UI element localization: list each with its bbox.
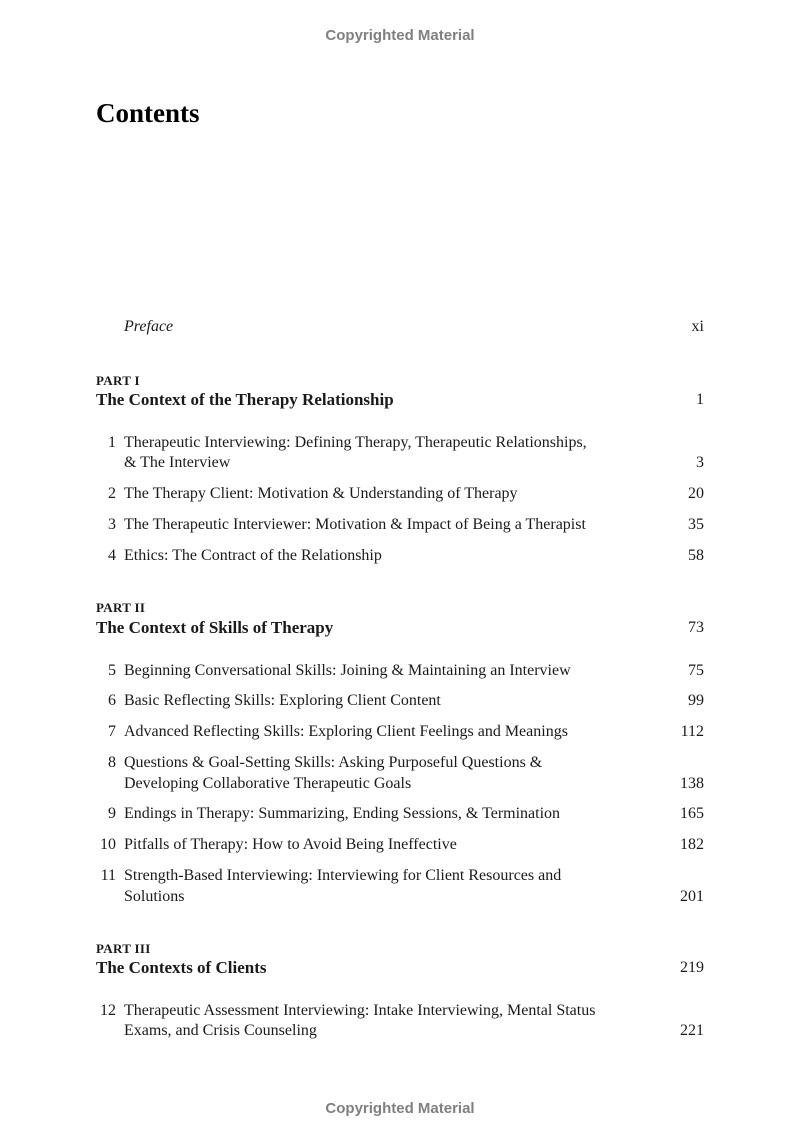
chapter-title-line: Questions & Goal-Setting Skills: Asking Purposeful Questions &	[124, 754, 543, 771]
chapter-number: 2	[108, 485, 116, 502]
chapter-number: 7	[108, 723, 116, 740]
chapter-number: 4	[108, 547, 116, 564]
page-title: Contents	[96, 98, 200, 128]
chapter-title-line: Developing Collaborative Therapeutic Goals	[124, 775, 412, 792]
chapter-number: 3	[108, 516, 116, 533]
chapter-page: 75	[688, 662, 704, 679]
preface-title: Preface	[124, 318, 174, 335]
watermark-top: Copyrighted Material	[325, 27, 475, 44]
chapter-number: 1	[108, 434, 116, 451]
chapter-title-line: Basic Reflecting Skills: Exploring Client Content	[124, 692, 441, 709]
chapter-number: 11	[100, 867, 116, 884]
chapter-page: 99	[688, 692, 704, 709]
chapter-page: 112	[680, 723, 704, 740]
chapter-page: 182	[680, 836, 704, 853]
chapter-page: 3	[696, 454, 704, 471]
chapter-title-line: Endings in Therapy: Summarizing, Ending Sessions, & Termination	[124, 805, 561, 822]
part-title: The Context of Skills of Therapy	[96, 618, 334, 637]
chapter-title-line: Therapeutic Assessment Interviewing: Intake Interviewing, Mental Status	[124, 1002, 596, 1019]
chapter-title-line: Therapeutic Interviewing: Defining Therapy, Therapeutic Relationships,	[124, 434, 587, 451]
part-page: 1	[696, 391, 704, 408]
chapter-page: 201	[680, 888, 704, 905]
part-title: The Context of the Therapy Relationship	[96, 390, 394, 409]
chapter-number: 8	[108, 754, 116, 771]
chapter-number: 6	[108, 692, 116, 709]
chapter-title-line: Advanced Reflecting Skills: Exploring Client Feelings and Meanings	[124, 723, 568, 740]
chapter-title-line: The Therapeutic Interviewer: Motivation & Impact of Being a Therapist	[124, 516, 586, 533]
chapter-number: 5	[108, 662, 116, 679]
chapter-number: 12	[100, 1002, 116, 1019]
chapter-number: 9	[108, 805, 116, 822]
chapter-page: 20	[688, 485, 704, 502]
part-label: PART II	[96, 600, 146, 615]
part-label: PART III	[96, 941, 151, 956]
preface-page: xi	[691, 318, 704, 335]
chapter-title-line: Exams, and Crisis Counseling	[124, 1022, 317, 1039]
chapter-title-line: Strength-Based Interviewing: Interviewing for Client Resources and	[124, 867, 562, 884]
chapter-title-line: Solutions	[124, 888, 185, 905]
part-page: 219	[680, 959, 704, 976]
chapter-page: 58	[688, 547, 704, 564]
chapter-number: 10	[100, 836, 116, 853]
chapter-title-line: Ethics: The Contract of the Relationship	[124, 547, 382, 564]
watermark-bottom: Copyrighted Material	[325, 1100, 475, 1117]
chapter-title-line: Beginning Conversational Skills: Joining & Maintaining an Interview	[124, 662, 571, 679]
chapter-page: 138	[680, 775, 704, 792]
chapter-page: 165	[680, 805, 704, 822]
chapter-page: 221	[680, 1022, 704, 1039]
chapter-title-line: & The Interview	[124, 454, 231, 471]
part-page: 73	[688, 619, 704, 636]
chapter-title-line: The Therapy Client: Motivation & Understanding of Therapy	[124, 485, 518, 502]
part-title: The Contexts of Clients	[96, 958, 267, 977]
chapter-page: 35	[688, 516, 704, 533]
chapter-title-line: Pitfalls of Therapy: How to Avoid Being Ineffective	[124, 836, 457, 853]
part-label: PART I	[96, 373, 140, 388]
